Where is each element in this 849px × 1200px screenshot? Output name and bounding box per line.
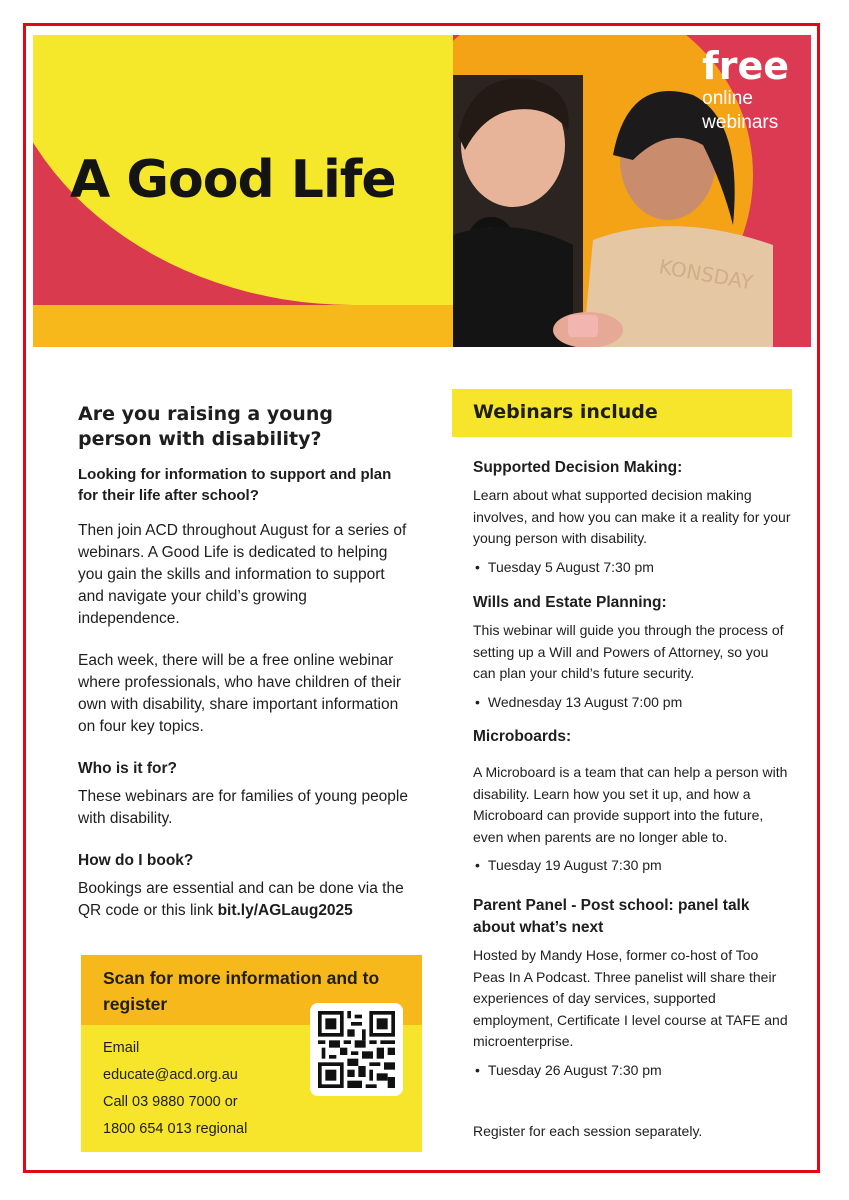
intro-paragraph-1: Then join ACD throughout August for a series of webinars. A Good Life is dedicated to helping you gain the skills and information to support and navigate your child’s growing independence. <box>78 522 407 627</box>
regional-number: 1800 654 013 regional <box>103 1121 248 1137</box>
email-label: Email <box>103 1040 140 1056</box>
who-heading: Who is it for? <box>78 760 178 777</box>
booking-link[interactable]: bit.ly/AGLaug2025 <box>217 902 353 919</box>
session-description: Learn about what supported decision making involves, and how you can make it a reality for your young person with disability. <box>473 487 791 546</box>
session-description: Hosted by Mandy Hose, former co-host of Too Peas In A Podcast. Three panelist will share their experiences of day services, supported employment, Certificate I level course at TAFE and microenterprise. <box>473 947 788 1049</box>
book-text-body: Bookings are essential and can be done via the QR code or this link <box>78 880 404 919</box>
session-date: • Tuesday 19 August 7:30 pm <box>473 855 791 875</box>
svg-text:KONSDAY: KONSDAY <box>657 254 755 295</box>
session-date: • Tuesday 5 August 7:30 pm <box>473 557 791 577</box>
qr-code-icon[interactable] <box>310 1003 403 1096</box>
intro-subheading: Looking for information to support and plan for their life after school? <box>78 466 392 504</box>
page-title: A Good Life <box>70 150 396 210</box>
qr-code-graphic <box>318 1011 395 1088</box>
session-description: A Microboard is a team that can help a person with disability. Learn how you set it up, and how a Microboard can provide support into the future, even when parents are no longer able to. <box>473 764 788 845</box>
session-title: Microboards: <box>473 728 572 745</box>
webinars-heading-box <box>452 389 792 437</box>
who-text: These webinars are for families of young people with disability. <box>78 788 408 827</box>
session-title: Parent Panel - Post school: panel talk about what’s next <box>473 897 750 936</box>
session-4 <box>473 895 791 1080</box>
session-1 <box>473 457 791 577</box>
hero-banner <box>33 35 811 347</box>
webinars-label: webinars <box>702 112 779 133</box>
intro-question: Are you raising a young person with disability? <box>78 403 333 450</box>
session-2 <box>473 592 791 712</box>
online-label: online <box>702 88 753 109</box>
session-date: • Tuesday 26 August 7:30 pm <box>473 1060 791 1080</box>
session-description: This webinar will guide you through the process of setting up a Will and Powers of Attorney, so you can plan your child’s future security. <box>473 622 784 681</box>
book-text <box>78 878 408 922</box>
session-date: • Wednesday 13 August 7:00 pm <box>473 692 791 712</box>
register-heading: Scan for more information and to register <box>81 955 422 1025</box>
free-webinars-badge <box>702 45 789 135</box>
session-title: Wills and Estate Planning: <box>473 594 667 611</box>
intro-column <box>78 402 408 942</box>
phone-number: Call 03 9880 7000 or <box>103 1094 238 1110</box>
session-title: Supported Decision Making: <box>473 459 683 476</box>
book-heading: How do I book? <box>78 852 194 869</box>
register-note: Register for each session separately. <box>473 1123 703 1139</box>
session-3 <box>473 726 791 875</box>
email-address[interactable]: educate@acd.org.au <box>103 1067 238 1083</box>
banner-left-panel <box>33 35 453 347</box>
free-label: free <box>702 44 789 88</box>
intro-paragraph-2: Each week, there will be a free online webinar where professionals, who have children of their own with disability, share important information on four key topics. <box>78 652 402 735</box>
banner-photo-panel <box>453 35 811 347</box>
webinars-heading: Webinars include <box>473 401 658 423</box>
register-box <box>81 955 422 1152</box>
orange-band <box>33 305 453 347</box>
